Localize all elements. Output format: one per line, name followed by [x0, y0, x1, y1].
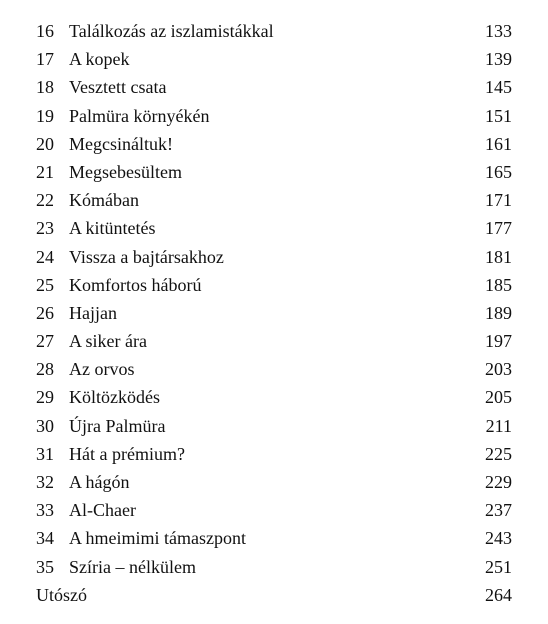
- chapter-title: A hágón: [69, 472, 130, 492]
- toc-entry: [0, 73, 548, 101]
- chapter-number: 17: [36, 49, 54, 70]
- page-number: 197: [485, 331, 512, 352]
- toc-entry: [0, 440, 548, 468]
- chapter-title: Hát a prémium?: [69, 443, 185, 464]
- chapter-number: 25: [36, 274, 54, 295]
- chapter-title: Vissza a bajtársakhoz: [69, 246, 224, 267]
- chapter-title: Palmüra környékén: [69, 105, 210, 126]
- table-of-contents: [0, 17, 548, 609]
- chapter-title: Megsebesültem: [69, 161, 182, 182]
- chapter-title: Költözködés: [69, 387, 160, 408]
- toc-entry: [0, 412, 548, 440]
- toc-entry-afterword: [0, 581, 548, 609]
- page-number: 177: [485, 218, 512, 239]
- toc-entry: [0, 130, 548, 158]
- chapter-number: 18: [36, 77, 54, 98]
- page-number: 251: [485, 556, 512, 577]
- chapter-title: Vesztett csata: [69, 77, 167, 98]
- chapter-number: 23: [36, 218, 54, 239]
- toc-entry: [0, 553, 548, 581]
- chapter-number: 33: [36, 500, 54, 521]
- toc-entry: [0, 383, 548, 411]
- page-number: 264: [485, 584, 512, 605]
- chapter-number: 19: [36, 105, 54, 126]
- toc-entry: [0, 243, 548, 271]
- toc-entry: [0, 299, 548, 327]
- page-number: 225: [485, 443, 512, 464]
- page-number: 211: [485, 415, 512, 436]
- chapter-number: 29: [36, 387, 54, 408]
- chapter-title: Szíria – nélkülem: [69, 556, 196, 577]
- chapter-number: 16: [36, 21, 54, 41]
- page-number: 139: [485, 49, 512, 70]
- page-number: 203: [485, 359, 512, 380]
- toc-entry: [0, 496, 548, 524]
- chapter-title: A kopek: [69, 49, 130, 70]
- page-number: 145: [485, 77, 512, 98]
- toc-entry: [0, 158, 548, 186]
- chapter-title: A hmeimimi támaszpont: [69, 528, 246, 549]
- chapter-title: Hajjan: [69, 302, 117, 323]
- chapter-title: Komfortos háború: [69, 274, 202, 295]
- chapter-number: 20: [36, 133, 54, 154]
- toc-entry: [0, 186, 548, 214]
- chapter-number: 30: [36, 415, 54, 436]
- toc-entry: [0, 468, 548, 496]
- chapter-number: 32: [36, 472, 54, 492]
- chapter-number: 35: [36, 556, 54, 577]
- chapter-number: 26: [36, 302, 54, 323]
- page-number: 205: [485, 387, 512, 408]
- page-number: 165: [485, 161, 512, 182]
- toc-entry: [0, 102, 548, 130]
- toc-entry: [0, 45, 548, 73]
- chapter-number: 27: [36, 331, 54, 352]
- toc-entry: [0, 214, 548, 242]
- chapter-title: Megcsináltuk!: [69, 133, 173, 154]
- chapter-number: 34: [36, 528, 54, 549]
- toc-entry: [0, 524, 548, 552]
- chapter-number: 21: [36, 161, 54, 182]
- toc-entry: [0, 271, 548, 299]
- page-number: 185: [485, 274, 512, 295]
- page-number: 189: [485, 302, 512, 323]
- chapter-number: 22: [36, 190, 54, 211]
- chapter-number: 24: [36, 246, 54, 267]
- chapter-title: A kitüntetés: [69, 218, 156, 239]
- afterword-title: Utószó: [36, 584, 87, 605]
- chapter-number: 31: [36, 443, 54, 464]
- page-number: 161: [485, 133, 512, 154]
- chapter-title: Találkozás az iszlamistákkal: [69, 21, 274, 41]
- chapter-title: A siker ára: [69, 331, 147, 352]
- toc-entry: [0, 327, 548, 355]
- chapter-title: Kómában: [69, 190, 139, 211]
- page-number: 237: [485, 500, 512, 521]
- page-number: 229: [485, 472, 512, 492]
- page-number: 151: [485, 105, 512, 126]
- chapter-title: Újra Palmüra: [69, 415, 166, 436]
- toc-entry: [0, 17, 548, 45]
- toc-entry: [0, 355, 548, 383]
- chapter-title: Al-Chaer: [69, 500, 136, 521]
- page-number: 171: [485, 190, 512, 211]
- page-number: 133: [485, 21, 512, 41]
- page-number: 243: [485, 528, 512, 549]
- chapter-number: 28: [36, 359, 54, 380]
- page-number: 181: [485, 246, 512, 267]
- chapter-title: Az orvos: [69, 359, 135, 380]
